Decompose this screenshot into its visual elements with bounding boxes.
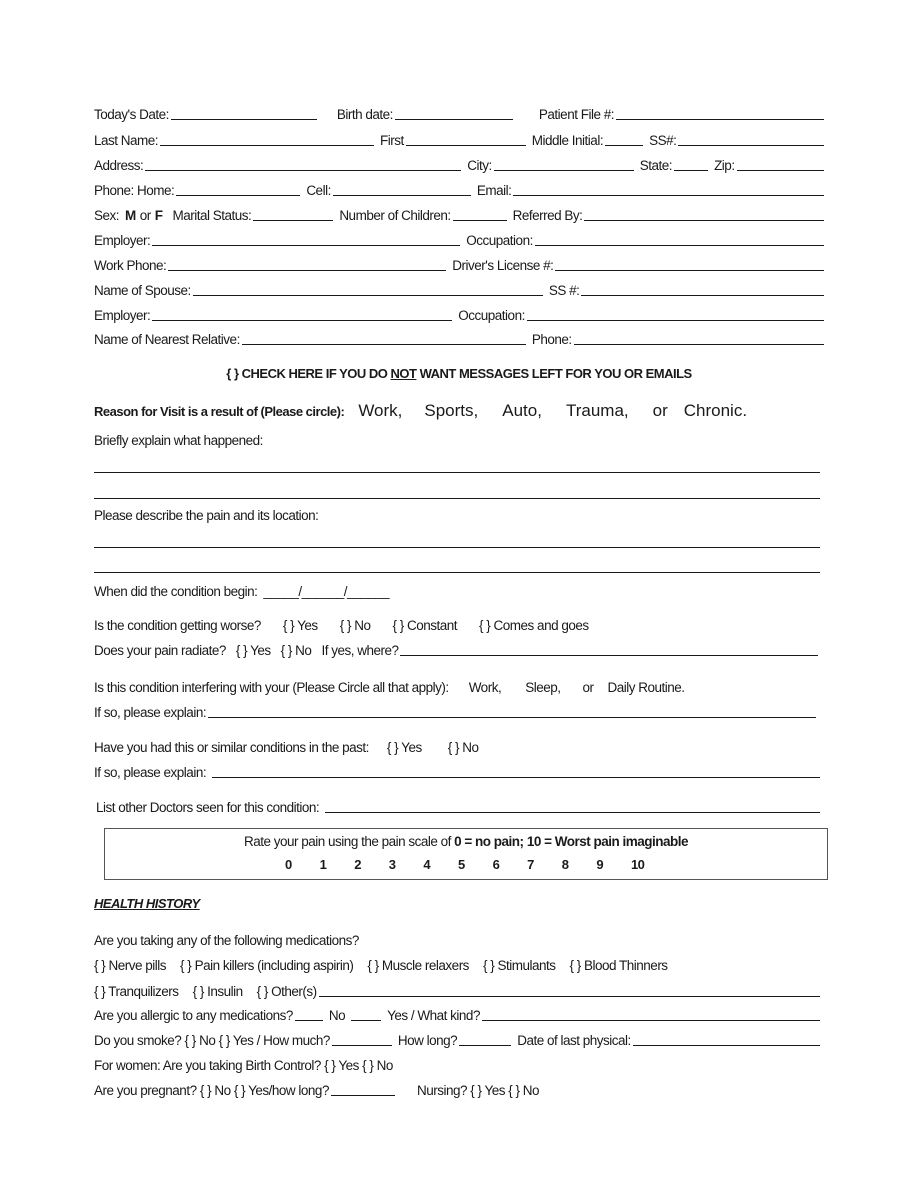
- explain-line-2[interactable]: [94, 498, 820, 499]
- ss-label: SS#:: [649, 133, 677, 148]
- pain-killers-checkbox[interactable]: { } Pain killers (including aspirin): [180, 958, 354, 973]
- row-women: [94, 1055, 824, 1073]
- pain-location-line-2[interactable]: [94, 572, 820, 573]
- how-long-label: How long?: [397, 1033, 458, 1048]
- state-field[interactable]: [674, 156, 708, 171]
- similar-label: Have you had this or similar conditions in the past:: [94, 740, 369, 755]
- getting-worse-label: Is the condition getting worse?: [94, 618, 261, 633]
- allergic-no-blank[interactable]: [295, 1006, 323, 1021]
- pain-scale-option[interactable]: 6: [492, 857, 500, 872]
- row-sex-marital: [94, 205, 824, 223]
- interfering-sleep[interactable]: Sleep,: [525, 680, 561, 695]
- blood-thinners-checkbox[interactable]: { } Blood Thinners: [569, 958, 668, 973]
- row-spouse: [94, 280, 824, 298]
- allergic-kind-field[interactable]: [482, 1006, 820, 1021]
- nerve-pills-checkbox[interactable]: { } Nerve pills: [94, 958, 167, 973]
- pain-scale-prefix: Rate your pain using the pain scale of: [244, 834, 455, 849]
- spouse-occupation-label: Occupation:: [458, 308, 525, 323]
- similar-yes-checkbox[interactable]: { } Yes: [386, 740, 422, 755]
- interfering-or: or: [582, 680, 594, 695]
- first-name-field[interactable]: [406, 131, 526, 146]
- employer-field[interactable]: [152, 231, 460, 246]
- home-phone-field[interactable]: [176, 181, 300, 196]
- comes-and-goes-checkbox[interactable]: { } Comes and goes: [479, 618, 589, 633]
- address-field[interactable]: [145, 156, 461, 171]
- cell-field[interactable]: [333, 181, 471, 196]
- worse-yes-checkbox[interactable]: { } Yes: [282, 618, 318, 633]
- row-interfering: [94, 677, 824, 695]
- radiate-no-checkbox[interactable]: { } No: [280, 643, 312, 658]
- messages-notice-suffix: WANT MESSAGES LEFT FOR YOU OR EMAILS: [416, 366, 692, 381]
- condition-begin-label: When did the condition begin:: [94, 584, 258, 599]
- nearest-relative-field[interactable]: [242, 330, 526, 345]
- work-phone-field[interactable]: [168, 256, 446, 271]
- reason-work[interactable]: Work,: [358, 401, 403, 420]
- work-phone-label: Work Phone:: [94, 258, 167, 273]
- pain-location-label: Please describe the pain and its location:: [94, 508, 319, 523]
- nearest-relative-label: Name of Nearest Relative:: [94, 332, 240, 347]
- spouse-employer-field[interactable]: [152, 306, 452, 321]
- pain-scale-title: [105, 834, 827, 849]
- middle-initial-field[interactable]: [605, 131, 643, 146]
- pain-scale-option[interactable]: 5: [457, 857, 465, 872]
- allergic-yes-blank[interactable]: [351, 1006, 381, 1021]
- worse-no-checkbox[interactable]: { } No: [339, 618, 371, 633]
- cell-label: Cell:: [306, 183, 331, 198]
- row-other-doctors: [94, 797, 824, 815]
- address-label: Address:: [94, 158, 144, 173]
- row-medications-question: [94, 930, 824, 948]
- condition-begin-field[interactable]: _____/______/______: [263, 584, 390, 599]
- row-interfering-explain: [94, 702, 824, 720]
- pain-scale-box: [104, 828, 828, 880]
- spouse-employer-label: Employer:: [94, 308, 151, 323]
- constant-checkbox[interactable]: { } Constant: [392, 618, 458, 633]
- other-medications-checkbox[interactable]: { } Other(s): [256, 984, 317, 999]
- health-history-heading: HEALTH HISTORY: [94, 896, 200, 911]
- pain-scale-option[interactable]: 4: [423, 857, 431, 872]
- sex-f-option[interactable]: F: [154, 208, 163, 223]
- drivers-license-label: Driver's License #:: [452, 258, 554, 273]
- patient-file-label: Patient File #:: [538, 107, 614, 122]
- referred-by-label: Referred By:: [512, 208, 583, 223]
- todays-date-label: Today's Date:: [94, 107, 169, 122]
- interfering-work[interactable]: Work,: [468, 680, 502, 695]
- row-dates: [94, 104, 824, 122]
- interfering-explain-label: If so, please explain:: [94, 705, 207, 720]
- patient-file-field[interactable]: [616, 105, 824, 120]
- reason-sports[interactable]: Sports,: [424, 401, 479, 420]
- interfering-label: Is this condition interfering with your (Please Circle all that apply):: [94, 680, 449, 695]
- reason-or: or: [652, 401, 668, 420]
- messages-notice-emphasis: NOT: [390, 366, 417, 381]
- row-pain-location: [94, 505, 824, 523]
- reason-chronic[interactable]: Chronic.: [683, 401, 748, 420]
- row-medications-2: [94, 981, 824, 999]
- email-label: Email:: [476, 183, 512, 198]
- row-radiate: [94, 640, 824, 658]
- row-smoke: [94, 1030, 824, 1048]
- row-address: [94, 155, 824, 173]
- similar-no-checkbox[interactable]: { } No: [447, 740, 479, 755]
- messages-notice-prefix: { } CHECK HERE IF YOU DO: [226, 366, 391, 381]
- pain-scale-option[interactable]: 8: [561, 857, 569, 872]
- how-long-field[interactable]: [459, 1031, 511, 1046]
- pain-scale-option[interactable]: 9: [596, 857, 604, 872]
- children-label: Number of Children:: [339, 208, 451, 223]
- home-phone-label: Phone: Home:: [94, 183, 175, 198]
- reason-auto[interactable]: Auto,: [502, 401, 542, 420]
- muscle-relaxers-checkbox[interactable]: { } Muscle relaxers: [367, 958, 469, 973]
- nursing-question[interactable]: Nursing? { } Yes { } No: [416, 1083, 540, 1098]
- referred-by-field[interactable]: [584, 206, 824, 221]
- children-field[interactable]: [453, 206, 507, 221]
- middle-initial-label: Middle Initial:: [531, 133, 604, 148]
- row-similar: [94, 737, 824, 755]
- pregnant-question[interactable]: Are you pregnant? { } No { } Yes/how long?: [94, 1083, 329, 1098]
- radiate-yes-checkbox[interactable]: { } Yes: [235, 643, 271, 658]
- pain-scale-option[interactable]: 3: [388, 857, 396, 872]
- row-pregnant: [94, 1080, 824, 1098]
- occupation-label: Occupation:: [466, 233, 533, 248]
- last-name-label: Last Name:: [94, 133, 159, 148]
- smoke-label: Do you smoke? { } No { } Yes / How much?: [94, 1033, 330, 1048]
- row-explain: [94, 430, 824, 448]
- ss-field[interactable]: [678, 131, 824, 146]
- row-spouse-employer: [94, 305, 824, 323]
- sex-or-text: or: [139, 208, 151, 223]
- pain-scale-option[interactable]: 7: [527, 857, 534, 872]
- row-condition-begin: [94, 581, 824, 599]
- first-name-label: First: [380, 133, 404, 148]
- interfering-explain-field[interactable]: [208, 703, 816, 718]
- explain-label: Briefly explain what happened:: [94, 433, 263, 448]
- allergic-label: Are you allergic to any medications?: [94, 1008, 293, 1023]
- pregnant-how-long-field[interactable]: [331, 1081, 395, 1096]
- row-reason: [94, 400, 824, 422]
- todays-date-field[interactable]: [171, 105, 317, 120]
- state-label: State:: [639, 158, 673, 173]
- stimulants-checkbox[interactable]: { } Stimulants: [482, 958, 556, 973]
- pain-scale-zero: 0 = no pain;: [454, 834, 524, 849]
- radiate-where-field[interactable]: [400, 641, 818, 656]
- radiate-label: Does your pain radiate?: [94, 643, 226, 658]
- sex-m-option[interactable]: M: [125, 208, 136, 223]
- email-field[interactable]: [513, 181, 824, 196]
- sex-label: Sex:: [94, 208, 120, 223]
- row-name: [94, 130, 824, 148]
- occupation-field[interactable]: [535, 231, 824, 246]
- relative-phone-label: Phone:: [531, 332, 572, 347]
- last-physical-label: Date of last physical:: [517, 1033, 631, 1048]
- radiate-where-label: If yes, where?: [321, 643, 399, 658]
- other-doctors-text: List other Doctors seen for this condition:: [96, 800, 320, 815]
- zip-label: Zip:: [714, 158, 735, 173]
- birth-date-label: Birth date:: [336, 107, 393, 122]
- spouse-name-label: Name of Spouse:: [94, 283, 191, 298]
- drivers-license-field[interactable]: [555, 256, 824, 271]
- last-physical-field[interactable]: [633, 1031, 820, 1046]
- relative-phone-field[interactable]: [574, 330, 824, 345]
- other-doctors-field[interactable]: [325, 798, 820, 813]
- pain-location-line-1[interactable]: [94, 547, 820, 548]
- pain-scale-ten: 10 = Worst pain imaginable: [526, 834, 688, 849]
- explain-line-1[interactable]: [94, 472, 820, 473]
- pain-scale-option[interactable]: 0: [285, 857, 292, 872]
- pain-scale-option[interactable]: 1: [319, 857, 327, 872]
- row-similar-explain: [94, 762, 824, 780]
- birth-control-question[interactable]: For women: Are you taking Birth Control? { } Yes { } No: [94, 1058, 393, 1073]
- city-field[interactable]: [494, 156, 634, 171]
- other-medications-field[interactable]: [319, 982, 820, 997]
- row-allergic: [94, 1005, 824, 1023]
- row-employer: [94, 230, 824, 248]
- spouse-ss-field[interactable]: [581, 281, 824, 296]
- employer-label: Employer:: [94, 233, 151, 248]
- tranquilizers-checkbox[interactable]: { } Tranquilizers: [94, 984, 179, 999]
- allergic-no-text: No: [328, 1008, 346, 1023]
- interfering-daily-routine[interactable]: Daily Routine.: [607, 680, 685, 695]
- city-label: City:: [467, 158, 492, 173]
- birth-date-field[interactable]: [395, 105, 513, 120]
- insulin-checkbox[interactable]: { } Insulin: [192, 984, 243, 999]
- last-name-field[interactable]: [160, 131, 374, 146]
- pain-scale-numbers: [285, 857, 666, 872]
- messages-optout-checkbox[interactable]: [94, 366, 824, 381]
- allergic-yes-text: Yes / What kind?: [387, 1008, 480, 1023]
- pain-scale-option[interactable]: 2: [354, 857, 361, 872]
- medications-question: Are you taking any of the following medications?: [94, 933, 359, 948]
- spouse-ss-label: SS #:: [548, 283, 580, 298]
- row-medications-1: [94, 955, 824, 973]
- row-phone: [94, 180, 824, 198]
- zip-field[interactable]: [737, 156, 824, 171]
- similar-explain-field[interactable]: [212, 763, 820, 778]
- reason-trauma[interactable]: Trauma,: [565, 401, 629, 420]
- spouse-occupation-field[interactable]: [527, 306, 824, 321]
- row-work-phone: [94, 255, 824, 273]
- row-getting-worse: [94, 615, 824, 633]
- smoke-amount-field[interactable]: [332, 1031, 392, 1046]
- spouse-name-field[interactable]: [193, 281, 543, 296]
- row-relative: [94, 329, 824, 347]
- marital-status-field[interactable]: [253, 206, 333, 221]
- similar-explain-label: If so, please explain:: [94, 765, 207, 780]
- marital-status-label: Marital Status:: [172, 208, 252, 223]
- reason-label: Reason for Visit is a result of (Please circle):: [94, 403, 345, 419]
- pain-scale-option[interactable]: 10: [630, 857, 645, 872]
